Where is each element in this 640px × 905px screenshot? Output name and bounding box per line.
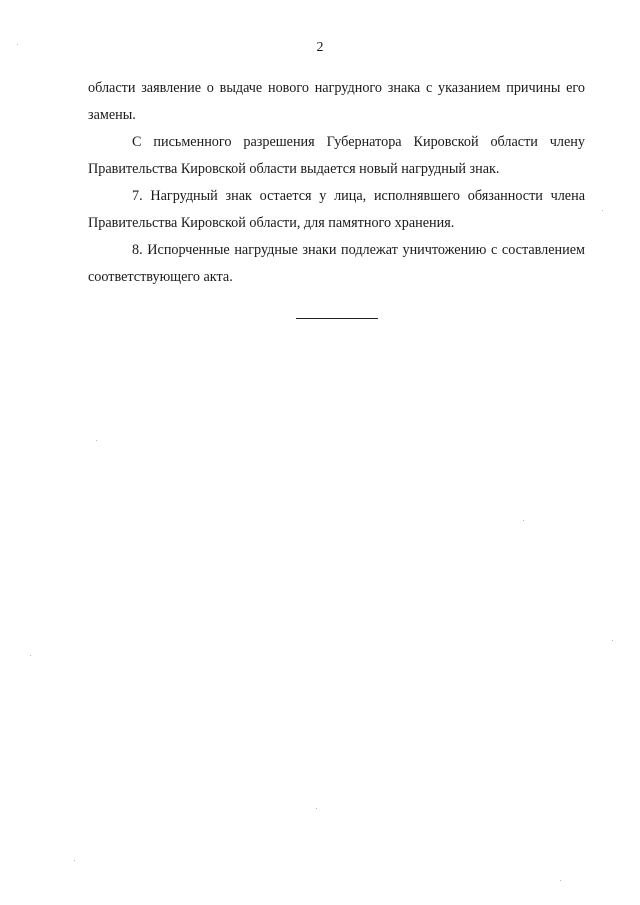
paragraph-item-7: 7. Нагрудный знак остается у лица, исполнявшего обязанности члена Правительства Кировской области, для памятного хранения. [88, 188, 585, 231]
scan-speck [17, 44, 18, 45]
scan-speck [30, 655, 31, 656]
scan-speck [612, 640, 613, 641]
scan-speck [316, 808, 317, 809]
scan-speck [96, 440, 97, 441]
paragraph-item-8: 8. Испорченные нагрудные знаки подлежат уничтожению с составлением соответствующего акта. [88, 242, 585, 285]
scan-speck [74, 860, 75, 861]
page-number: 2 [316, 40, 324, 55]
scan-speck [602, 210, 603, 211]
end-of-document-rule [296, 318, 378, 319]
scan-speck [560, 880, 561, 881]
paragraph-continuation: области заявление о выдаче нового нагрудного знака с указанием причины его замены. [88, 80, 585, 123]
document-body [88, 75, 585, 291]
paragraph-permission: С письменного разрешения Губернатора Кировской области члену Правительства Кировской области выдается новый нагрудный знак. [88, 134, 585, 177]
scan-speck [523, 520, 524, 521]
